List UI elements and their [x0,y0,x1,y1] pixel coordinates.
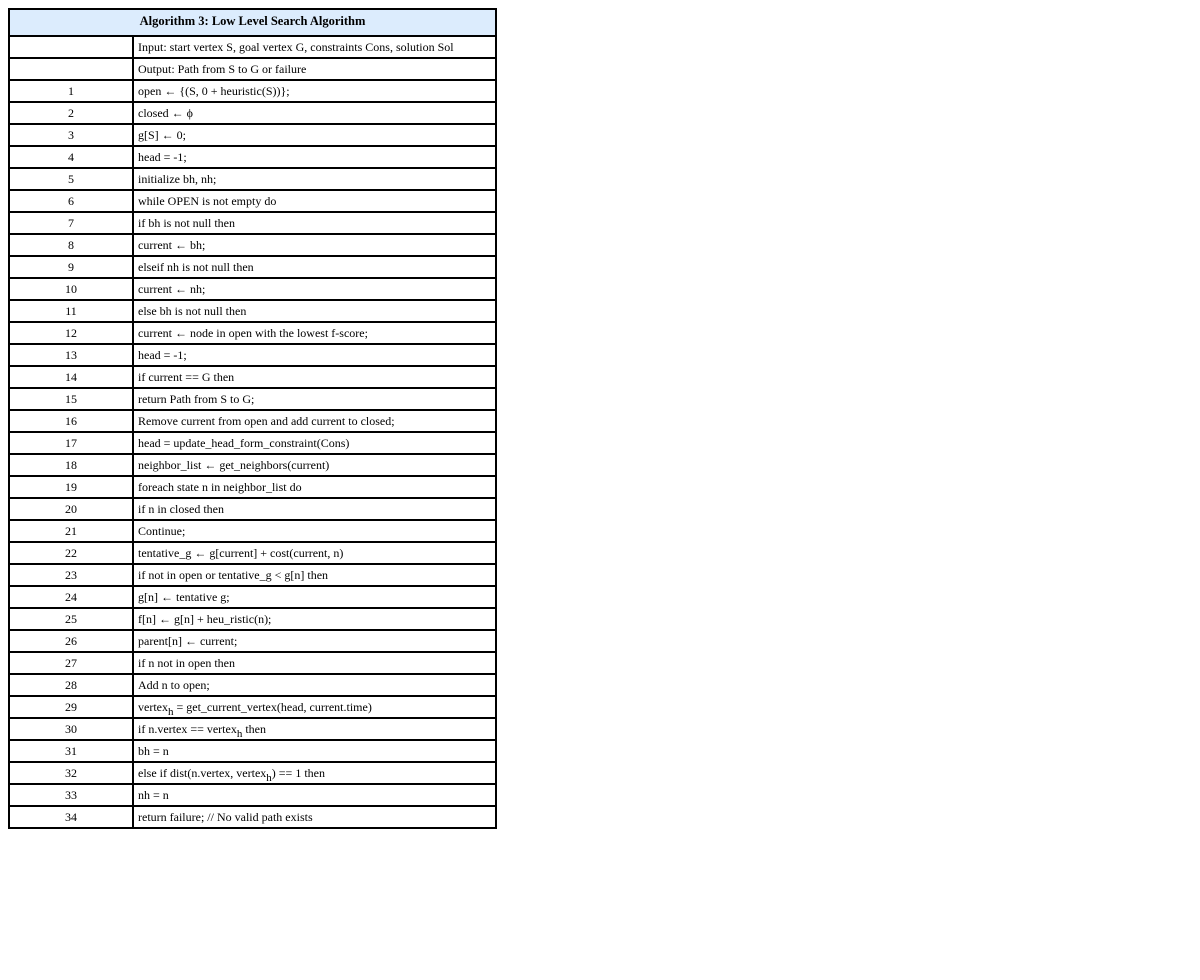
io-text: Input: start vertex S, goal vertex G, constraints Cons, solution Sol [133,36,496,58]
algorithm-body [9,36,496,828]
line-row [9,278,496,300]
line-row [9,344,496,366]
io-row [9,36,496,58]
line-number: 11 [9,300,133,322]
line-code [133,696,496,718]
line-code: tentative_g ← g[current] + cost(current, n) [133,542,496,564]
line-code: parent[n] ← current; [133,630,496,652]
line-code: open ← {(S, 0 + heuristic(S))}; [133,80,496,102]
line-code: current ← node in open with the lowest f-score; [133,322,496,344]
line-code: neighbor_list ← get_neighbors(current) [133,454,496,476]
line-row [9,300,496,322]
line-row [9,564,496,586]
line-code: g[n] ← tentative g; [133,586,496,608]
line-code: else bh is not null then [133,300,496,322]
line-number: 16 [9,410,133,432]
line-code: current ← nh; [133,278,496,300]
algorithm-title: Algorithm 3: Low Level Search Algorithm [9,9,496,36]
line-row [9,80,496,102]
line-number: 26 [9,630,133,652]
line-code: if n in closed then [133,498,496,520]
line-number: 6 [9,190,133,212]
line-row [9,212,496,234]
line-number: 10 [9,278,133,300]
code-text: ) == 1 then [271,766,325,780]
line-row [9,630,496,652]
line-code: head = -1; [133,146,496,168]
line-row [9,784,496,806]
line-code: bh = n [133,740,496,762]
line-number: 29 [9,696,133,718]
line-code: return failure; // No valid path exists [133,806,496,828]
line-row [9,652,496,674]
algorithm-table [8,8,497,829]
line-number: 19 [9,476,133,498]
code-text: if n.vertex == vertex [138,722,237,736]
code-text: then [242,722,267,736]
line-row [9,102,496,124]
line-row [9,388,496,410]
line-row [9,608,496,630]
line-number: 22 [9,542,133,564]
line-number: 9 [9,256,133,278]
line-code: elseif nh is not null then [133,256,496,278]
line-code [133,718,496,740]
line-code: head = update_head_form_constraint(Cons) [133,432,496,454]
line-row [9,432,496,454]
line-row [9,674,496,696]
line-row [9,586,496,608]
io-text: Output: Path from S to G or failure [133,58,496,80]
line-row [9,124,496,146]
line-row [9,322,496,344]
line-code: closed ← ϕ [133,102,496,124]
line-number: 21 [9,520,133,542]
line-number: 24 [9,586,133,608]
line-row [9,234,496,256]
line-row [9,520,496,542]
code-text: vertex [138,700,168,714]
line-number: 32 [9,762,133,784]
line-row [9,476,496,498]
line-code: while OPEN is not empty do [133,190,496,212]
line-number: 12 [9,322,133,344]
code-subscript: h [236,728,243,740]
line-row [9,740,496,762]
line-row [9,454,496,476]
line-number: 17 [9,432,133,454]
line-row [9,366,496,388]
line-number: 15 [9,388,133,410]
line-row [9,542,496,564]
code-text: else if dist(n.vertex, vertex [138,766,267,780]
line-number: 27 [9,652,133,674]
line-code: return Path from S to G; [133,388,496,410]
title-row [9,9,496,36]
line-number: 3 [9,124,133,146]
line-number: 25 [9,608,133,630]
line-code: foreach state n in neighbor_list do [133,476,496,498]
line-number [9,58,133,80]
line-number: 4 [9,146,133,168]
line-row [9,168,496,190]
line-number: 2 [9,102,133,124]
line-row [9,256,496,278]
code-subscript: h [266,772,272,784]
line-row [9,696,496,718]
line-code: Remove current from open and add current to closed; [133,410,496,432]
line-number: 7 [9,212,133,234]
line-row [9,190,496,212]
line-number: 28 [9,674,133,696]
line-code: Continue; [133,520,496,542]
line-number: 5 [9,168,133,190]
line-row [9,718,496,740]
line-number [9,36,133,58]
line-code: g[S] ← 0; [133,124,496,146]
line-code [133,762,496,784]
line-code: nh = n [133,784,496,806]
line-row [9,498,496,520]
line-number: 8 [9,234,133,256]
line-row [9,762,496,784]
line-row [9,410,496,432]
line-code: Add n to open; [133,674,496,696]
io-row [9,58,496,80]
line-code: if current == G then [133,366,496,388]
line-code: if bh is not null then [133,212,496,234]
code-text: = get_current_vertex(head, current.time) [173,700,372,714]
line-code: if n not in open then [133,652,496,674]
line-number: 18 [9,454,133,476]
line-number: 34 [9,806,133,828]
line-number: 1 [9,80,133,102]
line-number: 33 [9,784,133,806]
line-code: initialize bh, nh; [133,168,496,190]
line-number: 20 [9,498,133,520]
line-number: 31 [9,740,133,762]
code-subscript: h [167,706,174,718]
line-code: current ← bh; [133,234,496,256]
line-code: head = -1; [133,344,496,366]
line-number: 14 [9,366,133,388]
line-number: 23 [9,564,133,586]
line-code: f[n] ← g[n] + heu_ristic(n); [133,608,496,630]
line-code: if not in open or tentative_g < g[n] then [133,564,496,586]
line-row [9,806,496,828]
line-number: 30 [9,718,133,740]
line-row [9,146,496,168]
line-number: 13 [9,344,133,366]
